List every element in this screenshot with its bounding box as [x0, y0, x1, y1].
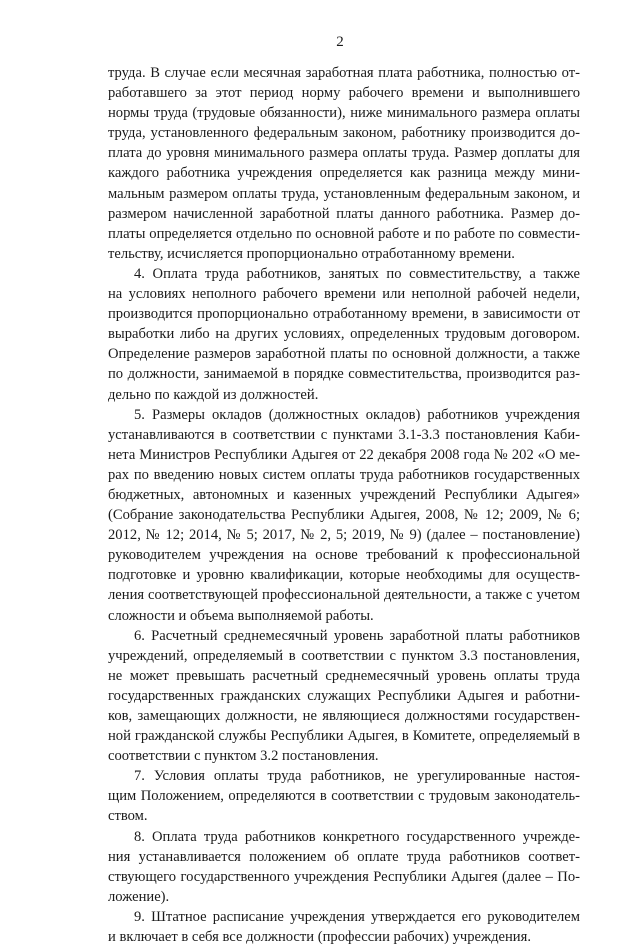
text-line: 6. Расчетный среднемесячный уровень заработной платы работников — [134, 627, 580, 644]
text-line: работавшего за этот период норму рабочего времени и выполнившего — [108, 85, 580, 102]
text-line: не может превышать расчетный среднемесячный уровень оплаты труда — [108, 667, 580, 684]
paragraph-8 — [108, 827, 580, 907]
text-line: производится пропорционально отработанному времени, в зависимости от — [108, 306, 580, 323]
text-line: дельно по каждой из должностей. — [108, 386, 319, 403]
text-line: учреждений, определяемый в соответствии с пунктом 3.3 постановления, — [108, 647, 580, 664]
text-line: Определение размеров заработной платы по основной должности, а также — [108, 346, 580, 363]
text-line: ков, замещающих должности, не являющиеся должностями государствен- — [108, 708, 580, 724]
text-line: устанавливаются в соответствии с пунктами 3.1-3.3 постановления Каби- — [108, 426, 580, 443]
text-line: выработки либо на других условиях, определенных трудовым договором. — [108, 326, 580, 343]
text-line: мальным размером оплаты труда, установленным федеральным законом, и — [108, 185, 580, 202]
text-line: 8. Оплата труда работников конкретного государственного учрежде- — [134, 828, 580, 845]
text-line: ством. — [108, 808, 148, 825]
text-line: 2012, № 12; 2014, № 5; 2017, № 2, 5; 2019, № 9) (далее – постановление) — [108, 527, 580, 544]
text-line: размером начисленной заработной платы данного работника. Размер до- — [108, 205, 580, 222]
paragraph-5 — [108, 405, 580, 626]
text-line: и включает в себя все должности (профессии рабочих) учреждения. — [108, 929, 531, 946]
text-line: щим Положением, определяются в соответствии с трудовым законодатель- — [108, 788, 580, 805]
text-line: государственных гражданских служащих Республики Адыгея и работни- — [108, 687, 580, 704]
text-line: 5. Размеры окладов (должностных окладов) работников учреждения — [134, 406, 580, 423]
page-number: 2 — [336, 34, 344, 50]
paragraph-3-continuation — [108, 63, 580, 264]
text-line: руководителем учреждения на основе требований к профессиональной — [108, 547, 580, 564]
text-line: плата до уровня минимального размера оплаты труда. Размер доплаты для — [108, 145, 580, 162]
text-line: труда. В случае если месячная заработная плата работника, полностью от- — [108, 65, 580, 81]
text-line: труда, установленного федеральным законом, работнику производится до- — [108, 125, 580, 142]
text-line: тельству, исчисляется пропорционально отработанному времени. — [108, 245, 515, 262]
text-line: ния устанавливается положением об оплате труда работников соответ- — [108, 848, 580, 865]
text-line: на условиях неполного рабочего времени или неполной рабочей недели, — [108, 286, 580, 303]
text-line: сложности и объема выполняемой работы. — [108, 607, 374, 624]
text-line: 7. Условия оплаты труда работников, не урегулированные настоя- — [134, 768, 580, 785]
text-line: подготовке и уровню квалификации, которые необходимы для осуществ- — [108, 567, 580, 584]
text-line: 4. Оплата труда работников, занятых по совместительству, а также — [134, 265, 580, 282]
paragraph-7 — [108, 766, 580, 826]
text-line: 9. Штатное расписание учреждения утверждается его руководителем — [134, 908, 580, 925]
text-line: нормы труда (трудовые обязанности), ниже минимального размера оплаты — [108, 105, 580, 122]
paragraph-9 — [108, 907, 580, 947]
text-line: каждого работника учреждения определяется как разница между мини- — [108, 165, 580, 182]
text-line: рах по введению новых систем оплаты труда работников государственных — [108, 466, 580, 483]
text-line: ложение). — [108, 888, 170, 905]
text-line: (Собрание законодательства Республики Адыгея, 2008, № 12; 2009, № 6; — [108, 507, 580, 524]
text-line: по должности, занимаемой в порядке совместительства, производится раз- — [108, 366, 580, 383]
paragraph-6 — [108, 626, 580, 767]
text-line: ления соответствующей профессиональной деятельности, а также с учетом — [108, 587, 580, 604]
text-line: ной гражданской службы Республики Адыгея, в Комитете, определяемый в — [108, 728, 580, 745]
document-body — [108, 63, 580, 947]
text-line: ствующего государственного учреждения Республики Адыгея (далее – По- — [108, 868, 580, 885]
text-line: нета Министров Республики Адыгея от 22 декабря 2008 года № 202 «О ме- — [108, 446, 580, 463]
text-line: бюджетных, автономных и казенных учреждений Республики Адыгея» — [108, 486, 580, 503]
paragraph-4 — [108, 264, 580, 405]
text-line: платы определяется отдельно по основной работе и по работе по совмести- — [108, 225, 580, 242]
text-line: соответствии с пунктом 3.2 постановления. — [108, 748, 379, 765]
